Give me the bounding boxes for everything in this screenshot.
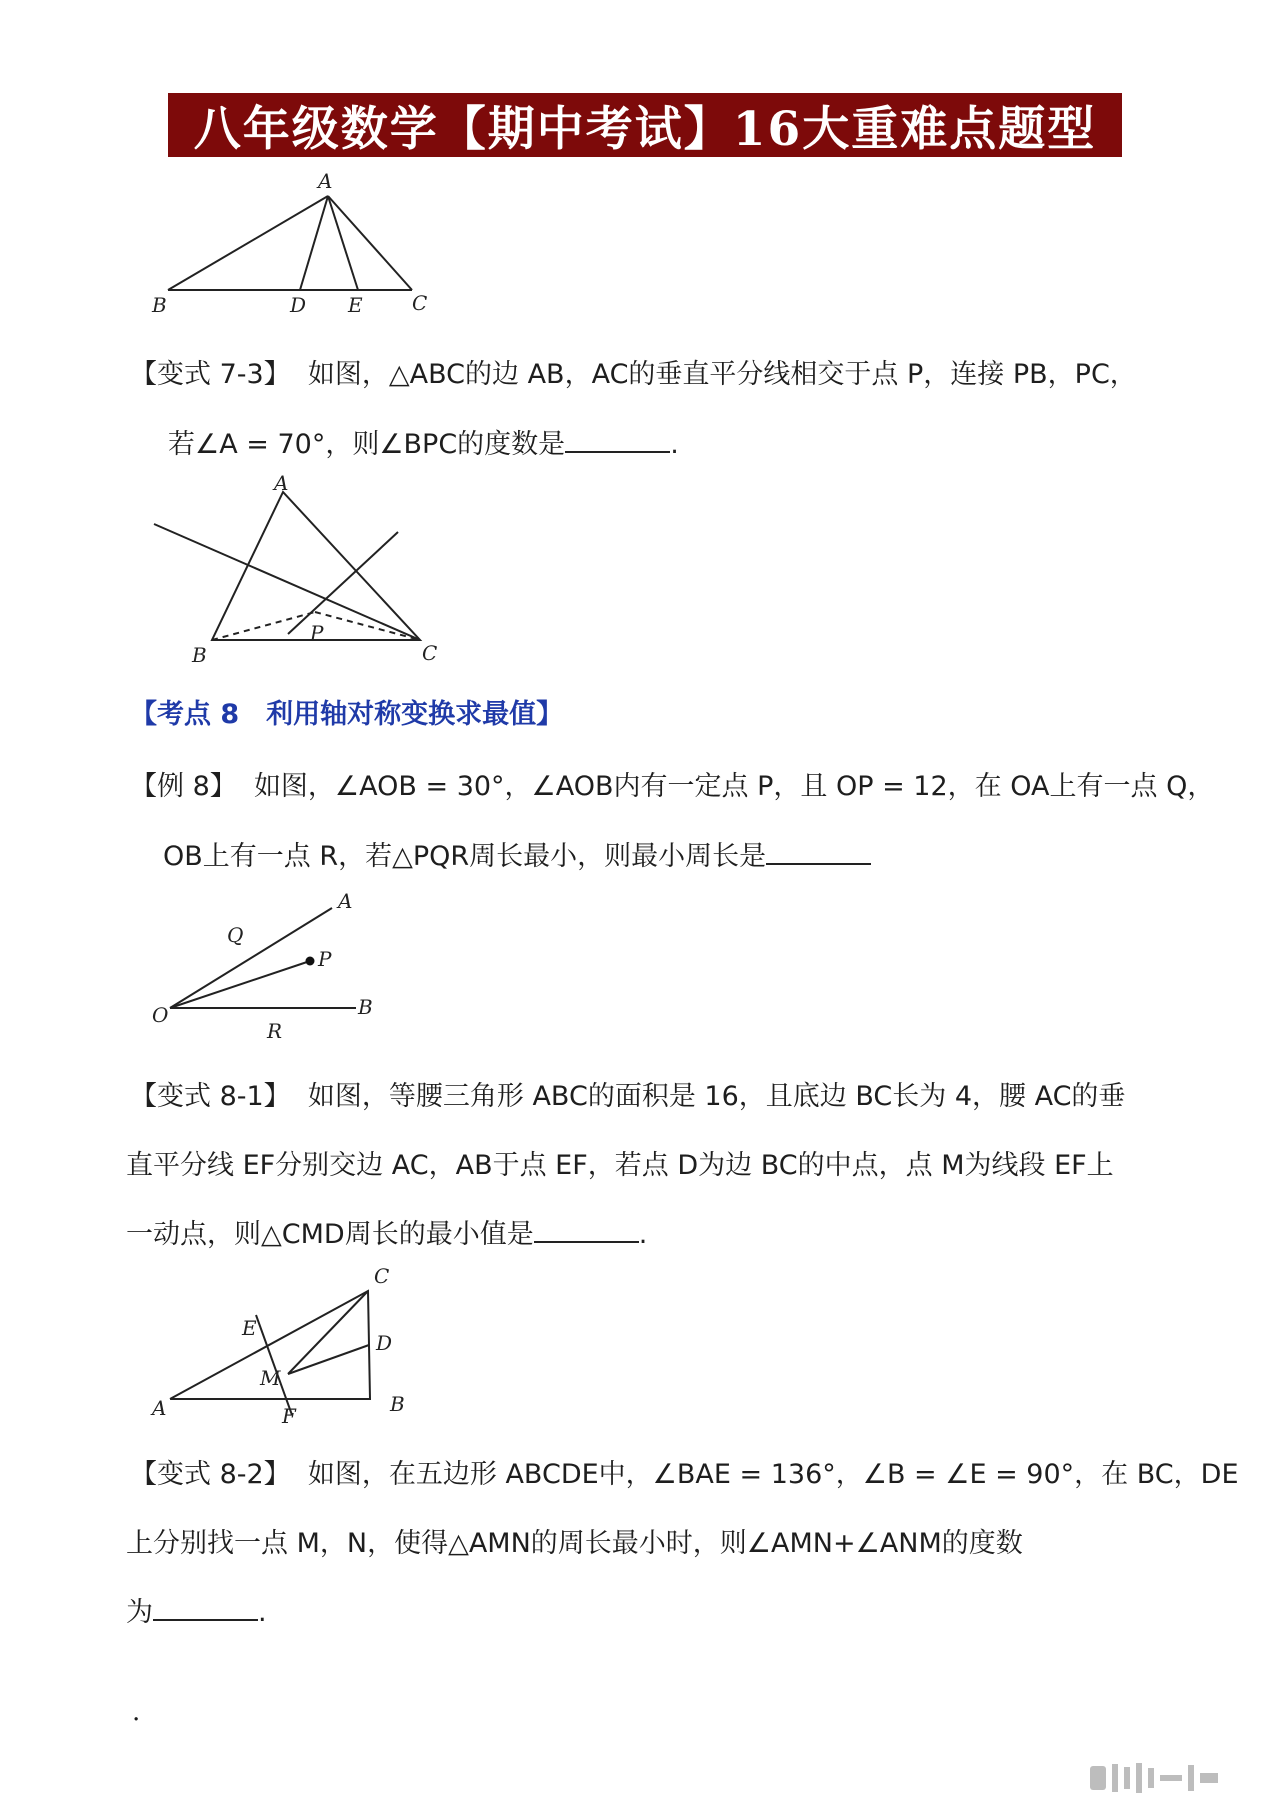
variant-8-2-line1 [130, 1452, 1239, 1491]
variant-8-1-text2: 直平分线 EF分别交边 AC，AB于点 EF，若点 D为边 BC的中点，点 M为线段 EF上 [126, 1150, 1114, 1181]
label-P: P [310, 621, 324, 645]
label-A: A [338, 889, 353, 913]
period: . [258, 1597, 267, 1628]
variant-8-2-text3: 为 [126, 1597, 153, 1628]
variant-8-1-line2 [126, 1143, 1114, 1182]
point-P [306, 957, 315, 966]
example-8-text2: OB上有一点 R，若△PQR周长最小，则最小周长是 [163, 841, 767, 872]
variant-8-2-text2: 上分别找一点 M，N，使得△AMN的周长最小时，则∠AMN+∠ANM的度数 [126, 1528, 1023, 1559]
period: . [670, 429, 679, 460]
example-8-text1: 如图，∠AOB = 30°，∠AOB内有一定点 P，且 OP = 12，在 OA上有一点 Q， [253, 771, 1215, 802]
label-D: D [290, 293, 307, 317]
label-C: C [422, 641, 438, 665]
figure-perpendicular-bisectors [150, 471, 460, 667]
figure-isosceles-triangle [150, 1264, 420, 1428]
label-E: E [348, 293, 363, 317]
page-title: 八年级数学【期中考试】16大重难点题型 [168, 93, 1122, 157]
example-8-label: 【例 8】 [130, 771, 237, 802]
label-B: B [390, 1392, 405, 1416]
variant-8-1-text1: 如图，等腰三角形 ABC的面积是 16，且底边 BC长为 4，腰 AC的垂 [307, 1081, 1126, 1112]
label-A: A [152, 1396, 167, 1420]
label-M: M [260, 1366, 281, 1390]
figure-angle-aob [150, 889, 390, 1043]
period: . [638, 1219, 648, 1250]
variant-8-1-label: 【变式 8-1】 [130, 1081, 291, 1112]
answer-blank [534, 1213, 639, 1243]
figure-triangle-abc-de [150, 170, 440, 315]
label-B: B [358, 995, 373, 1019]
variant-8-1-text3: 一动点，则△CMD周长的最小值是 [126, 1219, 534, 1250]
variant-8-1-line3 [126, 1212, 647, 1251]
example-8-line1 [130, 764, 1214, 803]
variant-7-3-line1 [130, 352, 1137, 391]
variant-7-3-label: 【变式 7-3】 [130, 359, 291, 390]
answer-blank [565, 423, 670, 453]
label-A: A [318, 169, 333, 193]
label-Q: Q [227, 923, 244, 947]
label-A: A [274, 471, 289, 495]
example-8-line2 [163, 834, 871, 873]
label-B: B [152, 293, 167, 317]
label-O: O [152, 1003, 169, 1027]
variant-8-1-line1 [130, 1074, 1125, 1113]
variant-7-3-text1: 如图，△ABC的边 AB，AC的垂直平分线相交于点 P，连接 PB，PC， [307, 359, 1137, 390]
variant-7-3-line2 [168, 422, 679, 461]
trailing-dot: . [132, 1697, 141, 1727]
variant-7-3-text2: 若∠A = 70°，则∠BPC的度数是 [168, 429, 566, 460]
label-R: R [267, 1019, 283, 1043]
answer-blank [153, 1591, 258, 1621]
variant-8-2-line3 [126, 1590, 267, 1629]
answer-blank [766, 835, 871, 865]
section-heading-8: 【考点 8 利用轴对称变换求最值】 [130, 699, 564, 730]
label-C: C [412, 291, 428, 315]
label-D: D [376, 1331, 393, 1355]
label-P: P [318, 947, 332, 971]
label-E: E [242, 1316, 257, 1340]
watermark-logo [1090, 1760, 1260, 1796]
variant-8-2-label: 【变式 8-2】 [130, 1459, 291, 1490]
variant-8-2-text1: 如图，在五边形 ABCDE中，∠BAE = 136°，∠B = ∠E = 90°，在 BC，DE [307, 1459, 1239, 1490]
label-C: C [374, 1264, 390, 1288]
label-B: B [192, 643, 207, 667]
label-F: F [282, 1404, 296, 1428]
variant-8-2-line2 [126, 1521, 1023, 1560]
